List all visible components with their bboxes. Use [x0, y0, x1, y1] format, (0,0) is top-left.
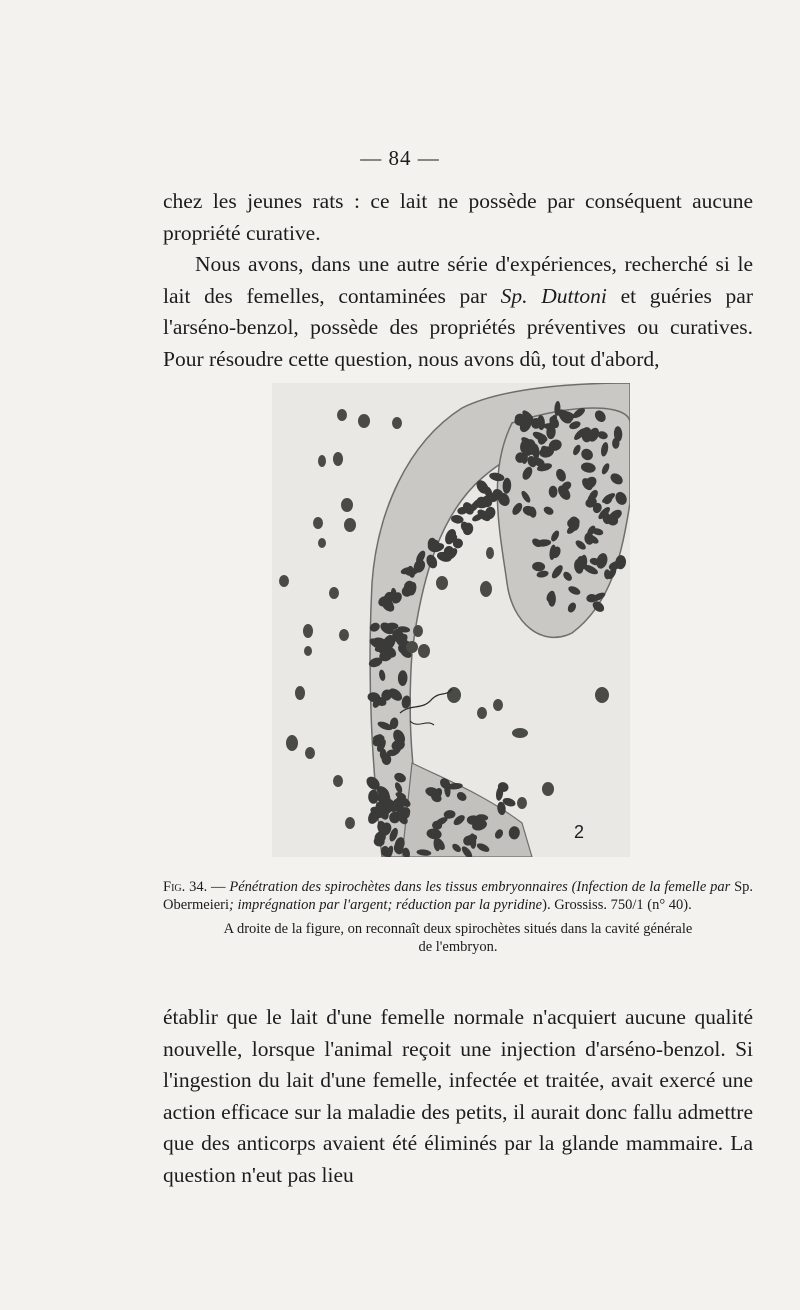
paragraph-2: Nous avons, dans une autre série d'expériences, recherché si le lait des femelles, contaminées par Sp. Duttoni et guéries par l'arséno-benzol, possède des propriétés préventives ou curatives. Pour résoudre cette question, nous avons dû, tout d'abord, — [163, 252, 754, 371]
cell-nucleus — [581, 427, 592, 442]
body-text-bottom — [163, 1002, 753, 1192]
caption-main: Fig. 34. — Pénétration des spirochètes dans les tissus embryonnaires (Infection de la femelle par Sp. Obermeieri; imprégnation par l'argent; réduction par la pyridine). Grossiss. 750/1 (n° 40). — [163, 879, 754, 913]
tissue-illustration — [272, 383, 630, 857]
body-text-top — [163, 186, 753, 376]
paragraph-1: chez les jeunes rats : ce lait ne possède par conséquent aucune propriété curative. — [163, 189, 753, 245]
paragraph-3: établir que le lait d'une femelle normale n'acquiert aucune qualité nouvelle, lorsque l'animal reçoit une injection d'arséno-benzol. Si l'ingestion du lait d'une femelle, infectée et traitée, avait exercé une action efficace sur la maladie des petits, il aurait donc fallu admettre que des anticorps avaient été éliminés par la glande mammaire. La question n'eut pas lieu — [163, 1005, 753, 1187]
figure-panel-number: 2 — [573, 822, 584, 842]
caption-note: A droite de la figure, on reconnaît deux spirochètes situés dans la cavité générale de l'embryon. — [223, 921, 693, 955]
page-number: — 84 — — [360, 146, 440, 170]
figure-caption — [163, 878, 753, 956]
histology-figure — [272, 383, 630, 857]
cell-nucleus — [548, 591, 556, 607]
